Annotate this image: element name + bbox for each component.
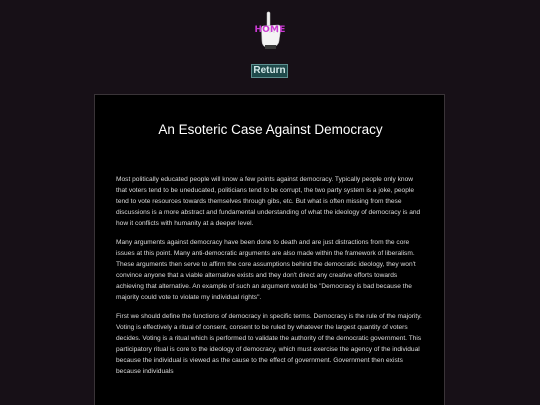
return-button[interactable]: Return	[251, 64, 288, 78]
article-title: An Esoteric Case Against Democracy	[158, 122, 383, 137]
article-panel	[94, 94, 445, 405]
article-paragraph: First we should define the functions of democracy in specific terms. Democracy is the rule of the majority. Voting is effectively a ritual of consent, consent to be ruled by whatever the largest quantity of voters decides. Voting is a ritual which is performed to validate the authority of the democratic government. This participatory ritual is core to the ideology of democracy, which must exercise the agency of the individual because the individual is viewed as the cause to the effect of government. Government then exists because individuals	[116, 313, 422, 375]
article-paragraph: Most politically educated people will know a few points against democracy. Typically people only know that voters tend to be uneducated, politicians tend to be corrupt, the two party system is a joke, people tend to vote resources towards themselves through gibs, etc. But what is often missing from these discussions is a more abstract and fundamental understanding of what the ideology of democracy is and how it conflicts with humanity at a deeper level.	[116, 176, 421, 227]
home-label: HOME	[254, 25, 286, 35]
article-body	[116, 174, 422, 385]
home-link[interactable]	[248, 11, 292, 51]
article-paragraph: Many arguments against democracy have been done to death and are just distractions from the core issues at this point. Many anti-democratic arguments are also made within the framework of liberalism. These arguments then serve to affirm the core assumptions behind the democratic ideology, they won't convince anyone that a viable alternative exists and they don't direct any creative efforts towards achieving that alternative. An example of such an argument would be "Democracy is bad because the majority could vote to violate my individual rights".	[116, 239, 416, 301]
